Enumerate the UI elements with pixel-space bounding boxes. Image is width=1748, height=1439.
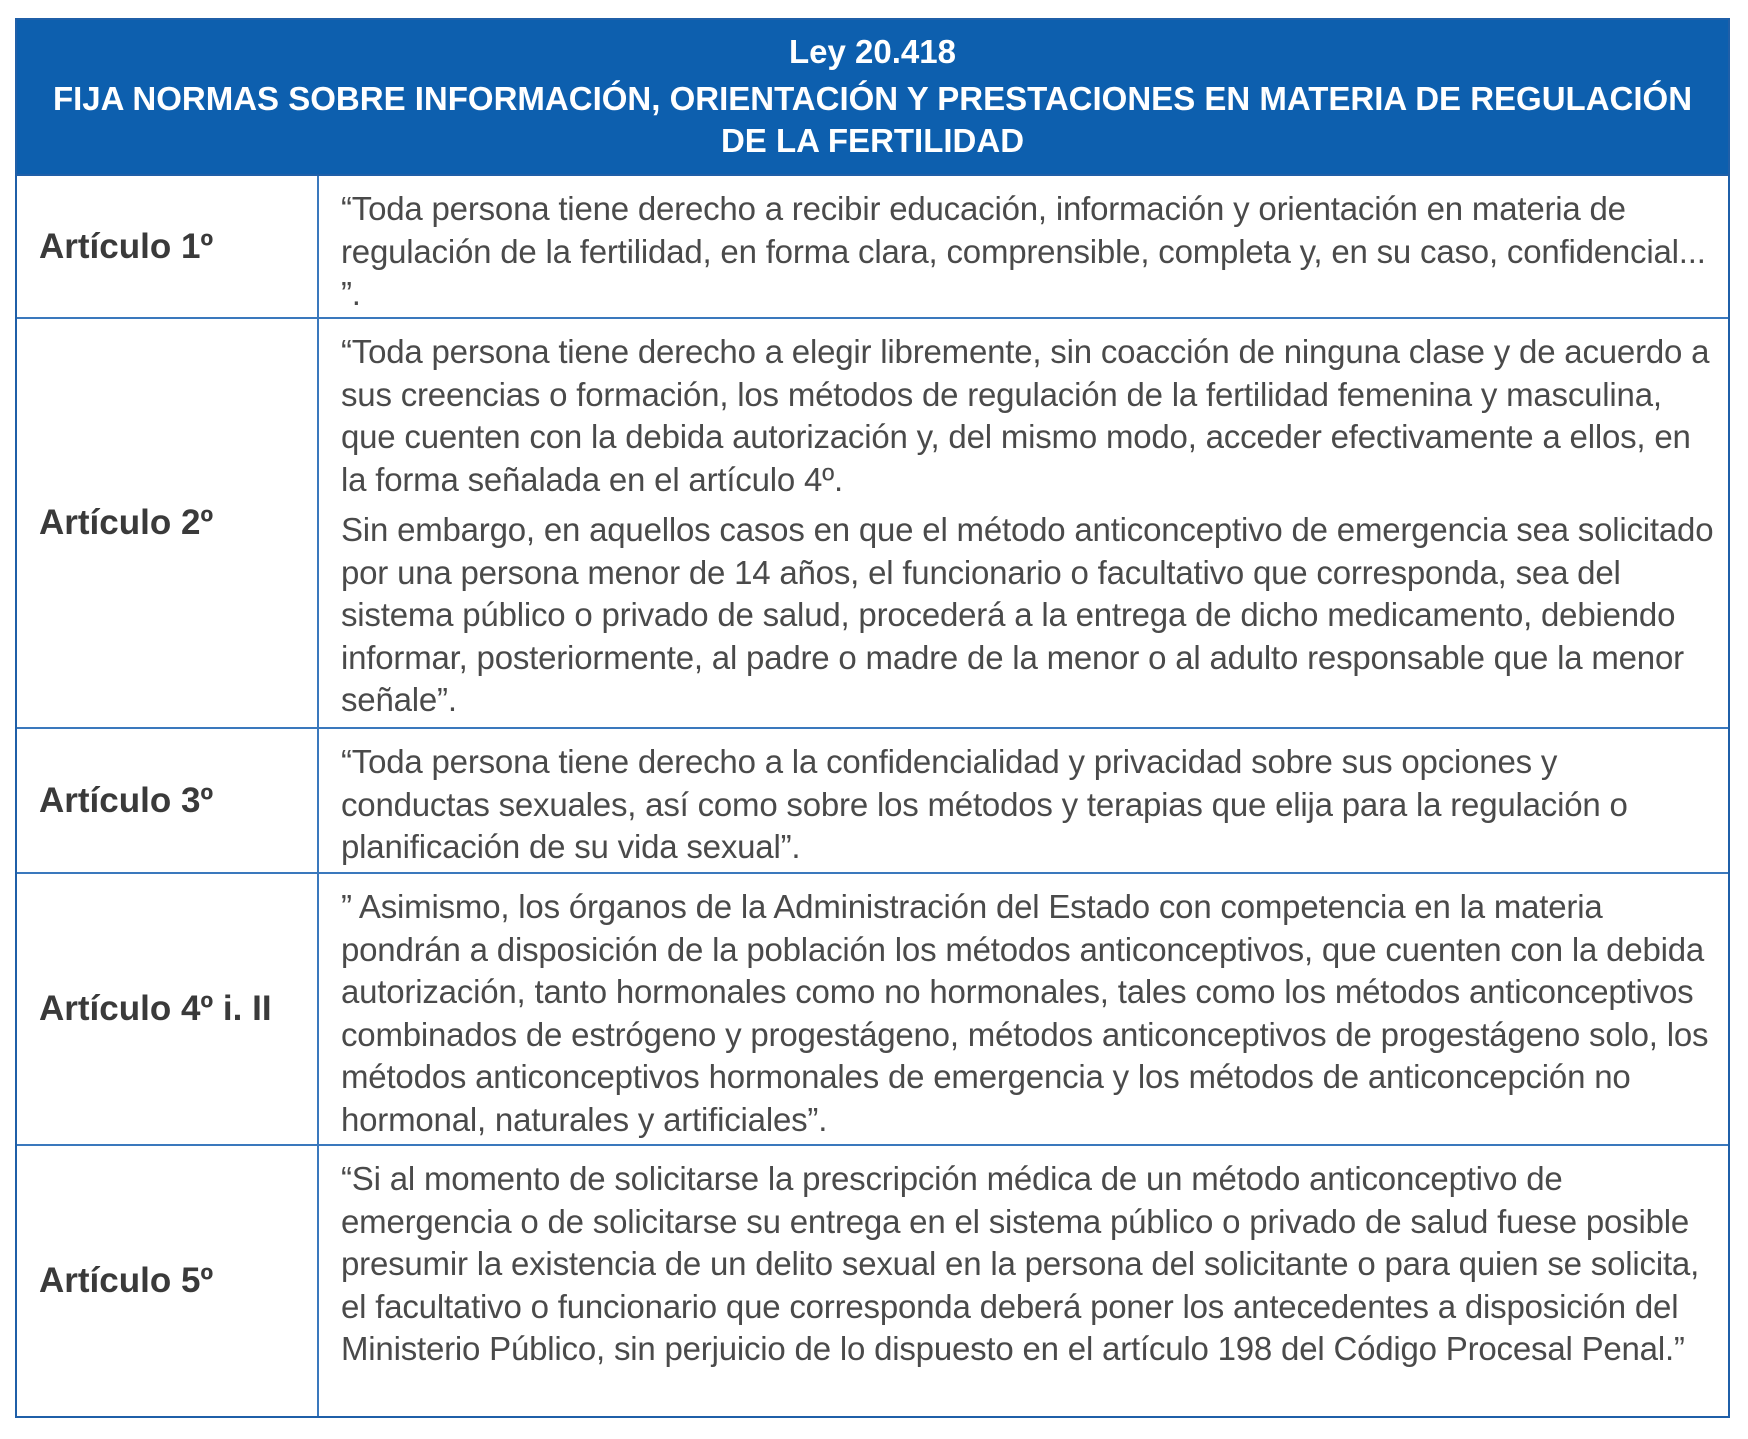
article-row-2	[17, 319, 1728, 729]
article-paragraph: “Toda persona tiene derecho a la confidencialidad y privacidad sobre sus opciones y conductas sexuales, así como sobre los métodos y terapias que elija para la regulación o planificación de su vida sexual”.	[341, 743, 1628, 865]
article-paragraph: Sin embargo, en aquellos casos en que el método anticonceptivo de emergencia sea solicitado por una persona menor de 14 años, el funcionario o facultativo que corresponda, sea del sistema público o privado de salud, procederá a la entrega de dicho medicamento, debiendo informar, posteriormente, al padre o madre de la menor o al adulto responsable que la menor señale”.	[341, 511, 1714, 718]
article-label-cell	[17, 1146, 319, 1416]
article-row-5	[17, 1146, 1728, 1416]
article-row-1	[17, 176, 1728, 319]
article-label-cell	[17, 319, 319, 727]
article-paragraph: ” Asimismo, los órganos de la Administración del Estado con competencia en la materia pondrán a disposición de la población los métodos anticonceptivos, que cuenten con la debida autorización, tanto hormonales como no hormonales, tales como los métodos anticonceptivos combinados de estrógeno y progestágeno, métodos anticonceptivos de progestágeno solo, los métodos anticonceptivos hormonales de emergencia y los métodos de anticoncepción no hormonal, naturales y artificiales”.	[341, 888, 1709, 1138]
law-number: Ley 20.418	[789, 33, 956, 70]
article-text-cell	[319, 729, 1728, 872]
article-paragraph: “Toda persona tiene derecho a elegir libremente, sin coacción de ninguna clase y de acuerdo a sus creencias o formación, los métodos de regulación de la fertilidad femenina y masculina, que cuenten con la debida autorización y, del mismo modo, acceder efectivamente a ellos, en la forma señalada en el artículo 4º.	[341, 333, 1710, 498]
article-paragraph: “Toda persona tiene derecho a recibir educación, información y orientación en materia de regulación de la fertilidad, en forma clara, comprensible, completa y, en su caso, confidencial... ”.	[341, 190, 1706, 312]
article-row-4	[17, 874, 1728, 1146]
article-text-cell	[319, 319, 1728, 727]
article-label: Artículo 1º	[39, 226, 214, 266]
article-label: Artículo 2º	[39, 503, 214, 542]
article-text-cell	[319, 874, 1728, 1144]
article-label: Artículo 5º	[39, 1261, 214, 1300]
article-text-cell	[319, 176, 1728, 317]
article-paragraph: “Si al momento de solicitarse la prescripción médica de un método anticonceptivo de emergencia o de solicitarse su entrega en el sistema público o privado de salud fuese posible presumir la existencia de un delito sexual en la persona del solicitante o para quien se solicita, el facultativo o funcionario que corresponda deberá poner los antecedentes a disposición del Ministerio Público, sin perjuicio de lo dispuesto en el artículo 198 del Código Procesal Penal.”	[341, 1160, 1700, 1367]
article-label-cell	[17, 729, 319, 872]
article-label: Artículo 3º	[39, 780, 214, 820]
article-row-3	[17, 729, 1728, 874]
law-title: FIJA NORMAS SOBRE INFORMACIÓN, ORIENTACIÓN Y PRESTACIONES EN MATERIA DE REGULACIÓN DE LA FERTILIDAD	[52, 80, 1693, 159]
law-table	[15, 18, 1730, 1418]
table-header	[17, 20, 1728, 176]
article-label: Artículo 4º i. II	[39, 989, 272, 1028]
article-text-cell	[319, 1146, 1728, 1416]
article-label-cell	[17, 176, 319, 317]
article-label-cell	[17, 874, 319, 1144]
